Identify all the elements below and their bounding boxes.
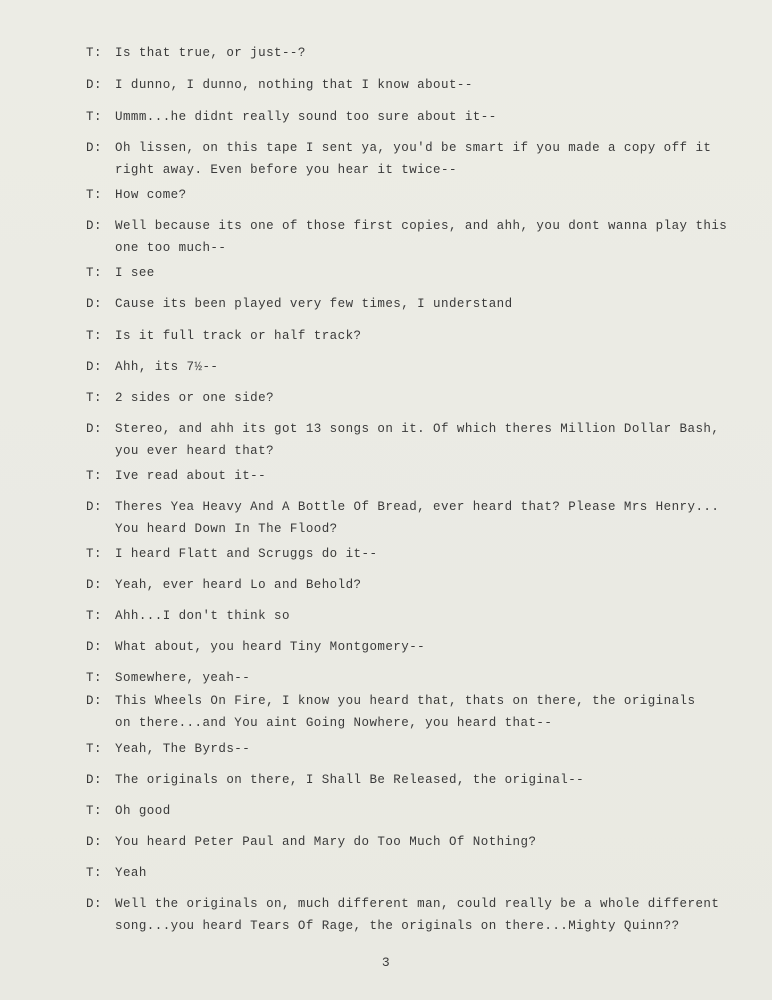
dialogue-line: Theres Yea Heavy And A Bottle Of Bread, ever heard that? Please Mrs Henry... [115, 500, 720, 514]
dialogue-text [115, 636, 735, 658]
dialogue-line: Somewhere, yeah-- [115, 671, 251, 685]
speaker-label: T: [86, 609, 103, 623]
speaker-label: D: [86, 897, 103, 911]
speaker-label: T: [86, 46, 103, 60]
dialogue-text [115, 325, 735, 347]
dialogue-line: Well the originals on, much different man, could really be a whole different [115, 897, 720, 911]
speaker-label: T: [86, 110, 103, 124]
speaker-label: T: [86, 866, 103, 880]
dialogue-text [115, 667, 735, 689]
dialogue-line: You heard Down In The Flood? [115, 522, 338, 536]
dialogue-line: Ahh...I don't think so [115, 609, 290, 623]
dialogue-line: How come? [115, 188, 187, 202]
speaker-label: D: [86, 835, 103, 849]
dialogue-line: 2 sides or one side? [115, 391, 275, 405]
dialogue-text [115, 769, 735, 791]
dialogue-text [115, 106, 735, 128]
dialogue-text [115, 831, 735, 853]
speaker-label: T: [86, 329, 103, 343]
speaker-label: D: [86, 219, 103, 233]
dialogue-text [115, 215, 735, 259]
dialogue-text [115, 893, 735, 937]
dialogue-text [115, 465, 735, 487]
dialogue-text [115, 605, 735, 627]
speaker-label: D: [86, 297, 103, 311]
speaker-label: T: [86, 671, 103, 685]
dialogue-line: Is it full track or half track? [115, 329, 362, 343]
speaker-label: D: [86, 640, 103, 654]
dialogue-line: Stereo, and ahh its got 13 songs on it. Of which theres Million Dollar Bash, [115, 422, 720, 436]
dialogue-line: You heard Peter Paul and Mary do Too Much Of Nothing? [115, 835, 537, 849]
dialogue-text [115, 42, 735, 64]
dialogue-line: Yeah, ever heard Lo and Behold? [115, 578, 362, 592]
dialogue-line: one too much-- [115, 241, 227, 255]
speaker-label: D: [86, 78, 103, 92]
speaker-label: D: [86, 694, 103, 708]
dialogue-line: Well because its one of those first copies, and ahh, you dont wanna play this [115, 219, 728, 233]
dialogue-line: right away. Even before you hear it twice-- [115, 163, 457, 177]
speaker-label: D: [86, 141, 103, 155]
dialogue-text [115, 574, 735, 596]
dialogue-line: Yeah [115, 866, 147, 880]
dialogue-text [115, 543, 735, 565]
speaker-label: T: [86, 266, 103, 280]
dialogue-text [115, 356, 735, 378]
speaker-label: D: [86, 578, 103, 592]
dialogue-text [115, 74, 735, 96]
dialogue-text [115, 262, 735, 284]
dialogue-line: I see [115, 266, 155, 280]
dialogue-line: you ever heard that? [115, 444, 275, 458]
speaker-label: T: [86, 742, 103, 756]
dialogue-text [115, 862, 735, 884]
speaker-label: D: [86, 360, 103, 374]
speaker-label: T: [86, 391, 103, 405]
speaker-label: T: [86, 469, 103, 483]
speaker-label: T: [86, 547, 103, 561]
dialogue-line: Ive read about it-- [115, 469, 267, 483]
dialogue-line: Cause its been played very few times, I understand [115, 297, 513, 311]
dialogue-line: This Wheels On Fire, I know you heard that, thats on there, the originals [115, 694, 696, 708]
dialogue-line: on there...and You aint Going Nowhere, you heard that-- [115, 716, 553, 730]
speaker-label: D: [86, 773, 103, 787]
page-number: 3 [381, 955, 391, 970]
speaker-label: T: [86, 188, 103, 202]
speaker-label: T: [86, 804, 103, 818]
dialogue-text [115, 496, 735, 540]
dialogue-text [115, 293, 735, 315]
dialogue-line: Oh lissen, on this tape I sent ya, you'd be smart if you made a copy off it [115, 141, 712, 155]
speaker-label: D: [86, 422, 103, 436]
dialogue-line: The originals on there, I Shall Be Released, the original-- [115, 773, 585, 787]
dialogue-text [115, 418, 735, 462]
dialogue-line: Oh good [115, 804, 171, 818]
dialogue-line: I heard Flatt and Scruggs do it-- [115, 547, 378, 561]
dialogue-line: Yeah, The Byrds-- [115, 742, 251, 756]
speaker-label: D: [86, 500, 103, 514]
dialogue-line: Ummm...he didnt really sound too sure about it-- [115, 110, 497, 124]
dialogue-line: I dunno, I dunno, nothing that I know about-- [115, 78, 473, 92]
dialogue-text [115, 184, 735, 206]
dialogue-text [115, 738, 735, 760]
dialogue-line: Is that true, or just--? [115, 46, 306, 60]
dialogue-text [115, 137, 735, 181]
dialogue-line: Ahh, its 7½-- [115, 360, 219, 374]
dialogue-text [115, 690, 735, 734]
dialogue-text [115, 800, 735, 822]
dialogue-line: What about, you heard Tiny Montgomery-- [115, 640, 426, 654]
dialogue-text [115, 387, 735, 409]
dialogue-line: song...you heard Tears Of Rage, the originals on there...Mighty Quinn?? [115, 919, 680, 933]
